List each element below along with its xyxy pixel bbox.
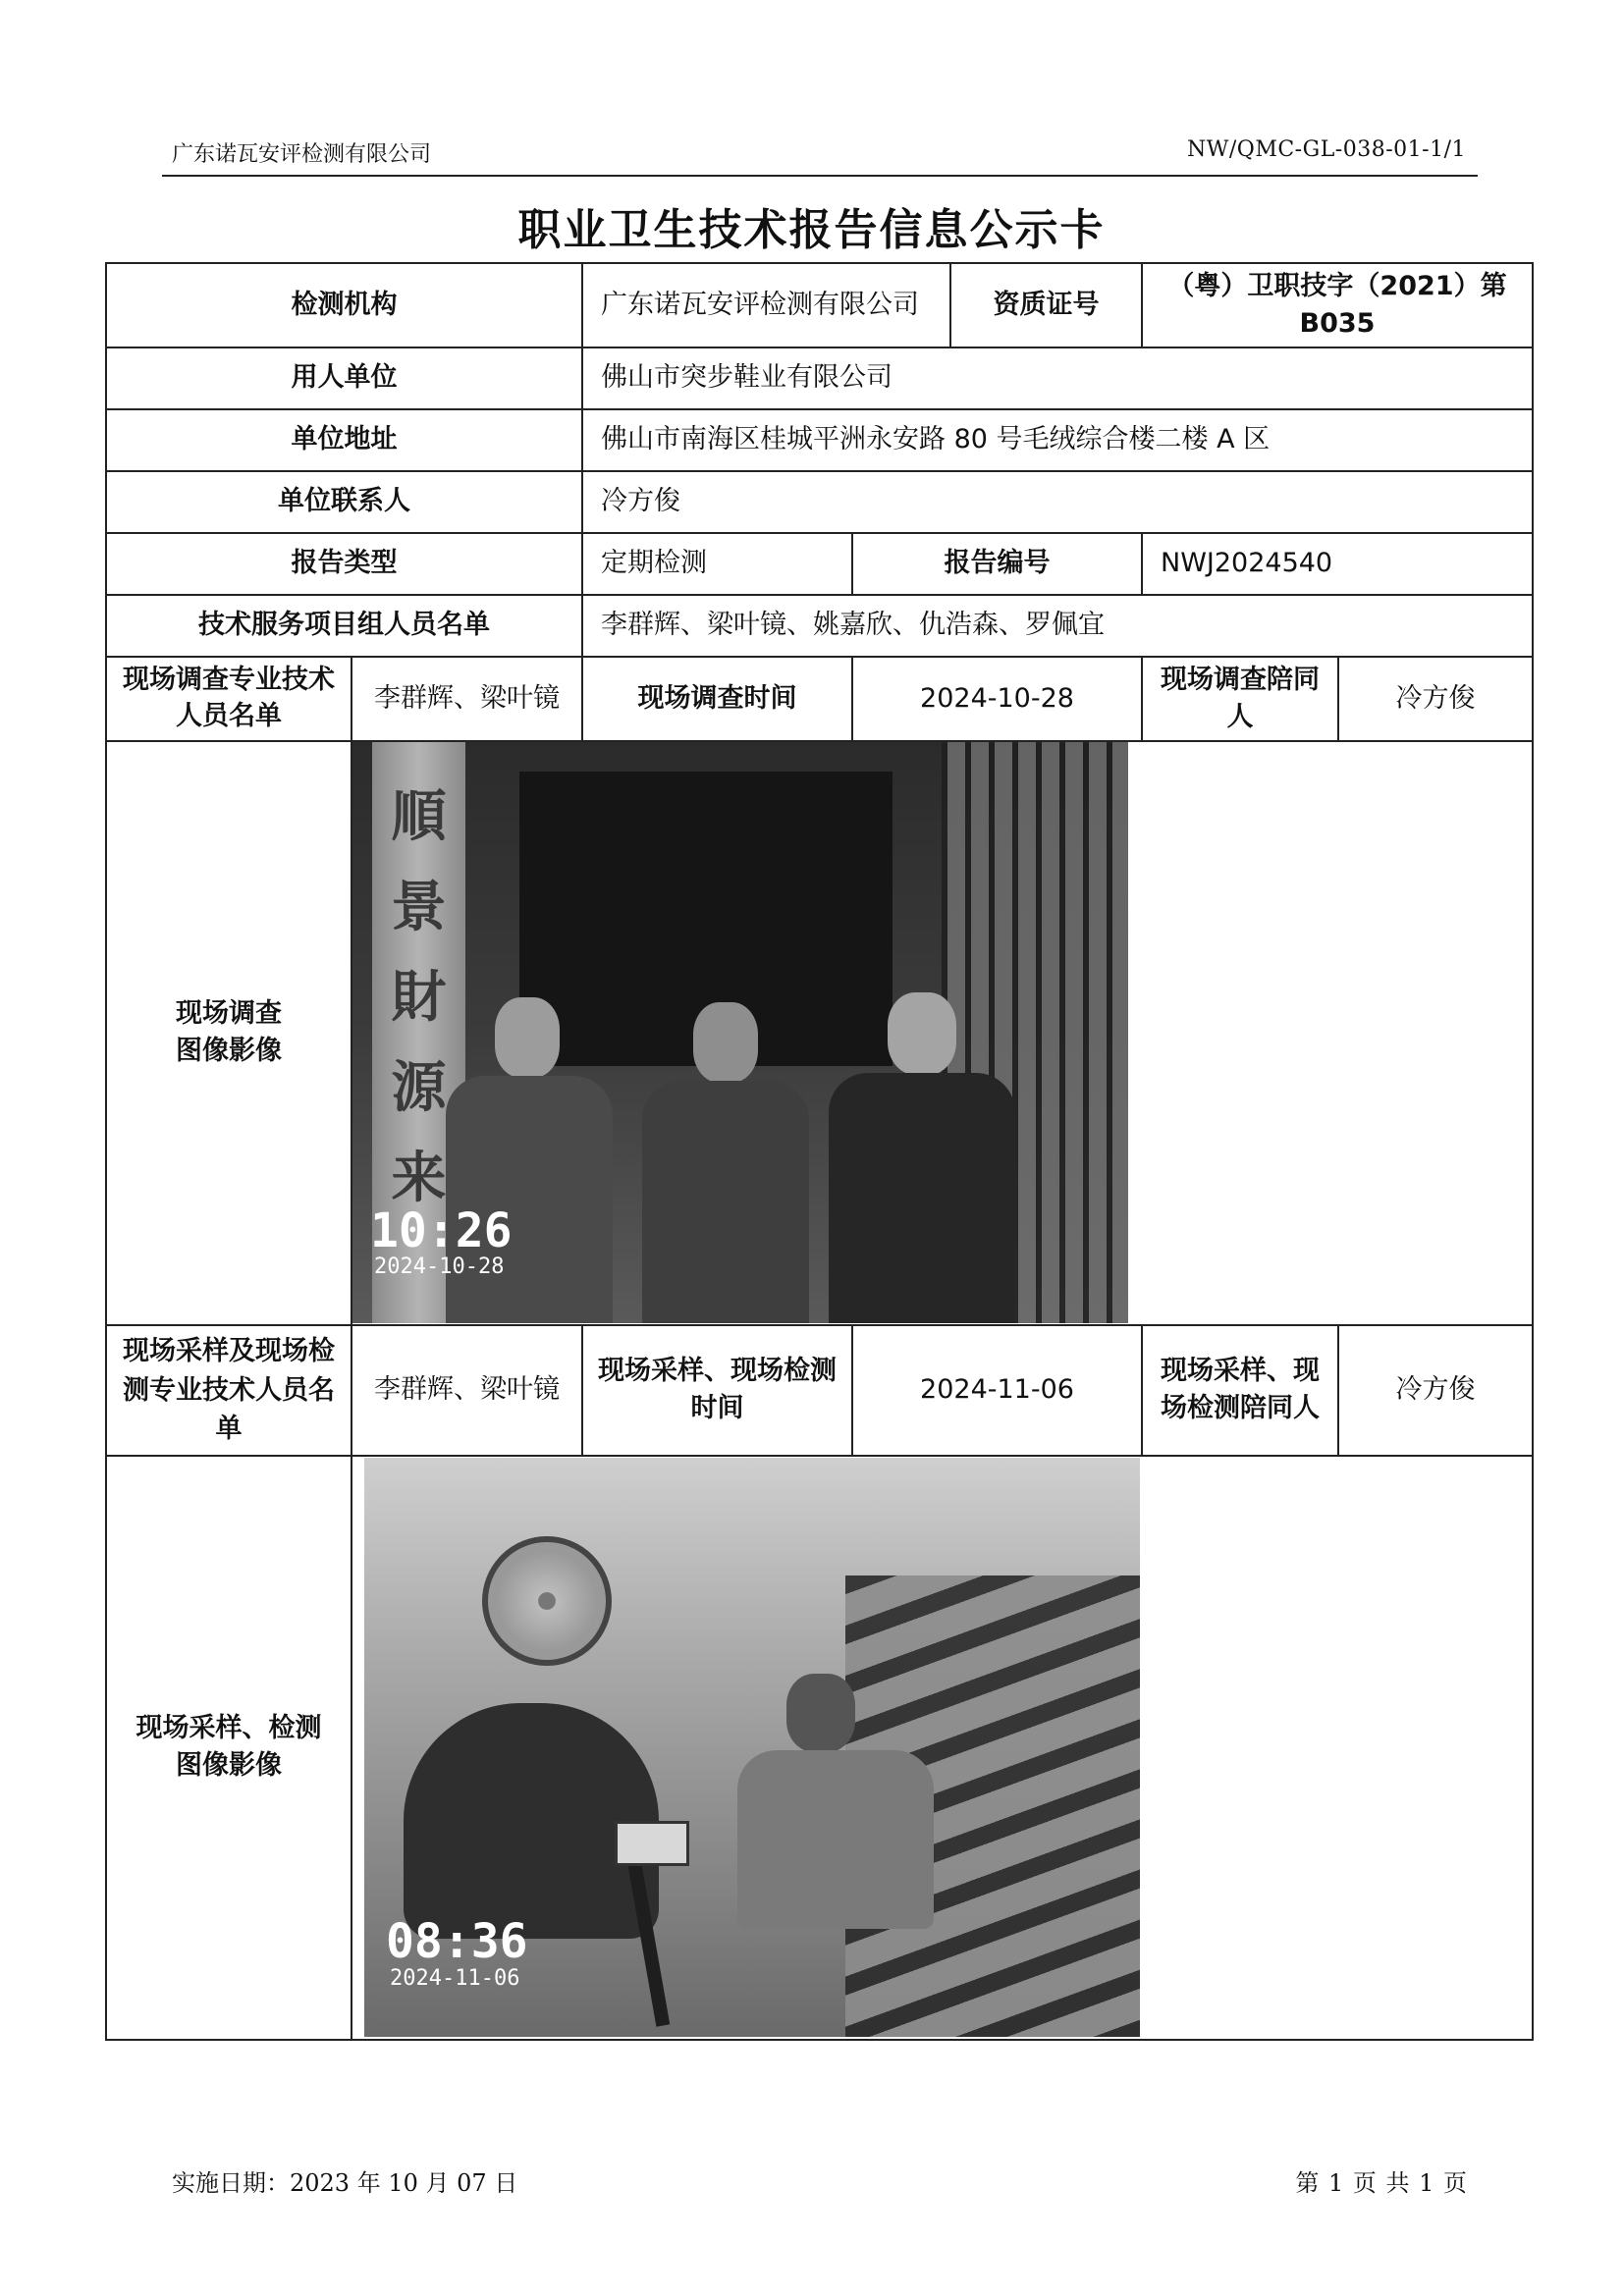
sign-char: 景 xyxy=(391,875,447,940)
sampling-photo-time: 08:36 xyxy=(386,1914,528,1970)
team-value: 李群辉、梁叶镜、姚嘉欣、仇浩森、罗佩宜 xyxy=(582,595,1533,657)
row-agency xyxy=(106,263,1533,347)
survey-image-label xyxy=(106,741,352,1325)
report-no-value: NWJ2024540 xyxy=(1142,533,1533,595)
sampling-image-label xyxy=(106,1456,352,2040)
survey-photo-time: 10:26 xyxy=(370,1203,513,1259)
row-team xyxy=(106,595,1533,657)
sampling-time-label: 现场采样、现场检测时间 xyxy=(582,1325,852,1456)
row-survey-staff xyxy=(106,657,1533,741)
person-right xyxy=(829,992,1015,1323)
contact-value: 冷方俊 xyxy=(582,471,1533,533)
header-company: 广东诺瓦安评检测有限公司 xyxy=(172,142,432,167)
report-no-label: 报告编号 xyxy=(852,533,1142,595)
worker-right xyxy=(737,1674,934,1929)
survey-image-label-line2: 图像影像 xyxy=(176,1036,282,1067)
person-middle xyxy=(642,1002,809,1323)
sampling-staff-value: 李群辉、梁叶镜 xyxy=(352,1325,582,1456)
report-type-label: 报告类型 xyxy=(106,533,582,595)
sampling-escort-label: 现场采样、现场检测陪同人 xyxy=(1142,1325,1338,1456)
survey-escort-value: 冷方俊 xyxy=(1338,657,1533,741)
contact-label: 单位联系人 xyxy=(106,471,582,533)
header-doc-code: NW/QMC-GL-038-01-1/1 xyxy=(1187,137,1466,162)
sampling-staff-label: 现场采样及现场检测专业技术人员名单 xyxy=(106,1325,352,1456)
row-survey-image xyxy=(106,741,1533,1325)
row-employer xyxy=(106,347,1533,409)
row-sampling-staff xyxy=(106,1325,1533,1456)
survey-image-cell xyxy=(352,741,1533,1325)
sampling-time-value: 2024-11-06 xyxy=(852,1325,1142,1456)
sign-char: 源 xyxy=(391,1055,447,1121)
survey-staff-label: 现场调查专业技术人员名单 xyxy=(106,657,352,741)
survey-escort-label: 现场调查陪同人 xyxy=(1142,657,1338,741)
sampling-instrument xyxy=(615,1821,689,1866)
address-label: 单位地址 xyxy=(106,409,582,471)
sampling-image-label-line1: 现场采样、检测 xyxy=(135,1713,322,1744)
sampling-photo-date: 2024-11-06 xyxy=(390,1966,520,1992)
sign-char: 財 xyxy=(391,965,447,1031)
sampling-photo xyxy=(364,1458,1140,2037)
row-report xyxy=(106,533,1533,595)
page-title: 职业卫生技术报告信息公示卡 xyxy=(517,205,1106,255)
footer-effective-date: 实施日期：2023 年 10 月 07 日 xyxy=(172,2169,518,2197)
team-label: 技术服务项目组人员名单 xyxy=(106,595,582,657)
survey-time-label: 现场调查时间 xyxy=(582,657,852,741)
sign-char: 来 xyxy=(391,1146,447,1211)
info-card-table xyxy=(105,262,1534,2041)
employer-value: 佛山市突步鞋业有限公司 xyxy=(582,347,1533,409)
survey-photo xyxy=(352,742,1128,1323)
employer-label: 用人单位 xyxy=(106,347,582,409)
survey-photo-date: 2024-10-28 xyxy=(374,1255,505,1280)
survey-image-label-line1: 现场调查 xyxy=(176,998,282,1030)
row-sampling-image xyxy=(106,1456,1533,2040)
sign-char: 順 xyxy=(391,784,447,850)
survey-staff-value: 李群辉、梁叶镜 xyxy=(352,657,582,741)
footer-page-info: 第 1 页 共 1 页 xyxy=(1295,2169,1468,2197)
sampling-escort-value: 冷方俊 xyxy=(1338,1325,1533,1456)
survey-time-value: 2024-10-28 xyxy=(852,657,1142,741)
cert-value: （粤）卫职技字（2021）第 B035 xyxy=(1142,263,1533,347)
sampling-image-cell xyxy=(352,1456,1533,2040)
row-contact xyxy=(106,471,1533,533)
address-value: 佛山市南海区桂城平洲永安路 80 号毛绒综合楼二楼 A 区 xyxy=(582,409,1533,471)
agency-value: 广东诺瓦安评检测有限公司 xyxy=(582,263,950,347)
agency-label: 检测机构 xyxy=(106,263,582,347)
header-divider xyxy=(162,175,1478,177)
report-type-value: 定期检测 xyxy=(582,533,852,595)
fan-icon xyxy=(482,1536,612,1666)
sampling-image-label-line2: 图像影像 xyxy=(176,1750,282,1782)
cert-label: 资质证号 xyxy=(950,263,1142,347)
row-address xyxy=(106,409,1533,471)
